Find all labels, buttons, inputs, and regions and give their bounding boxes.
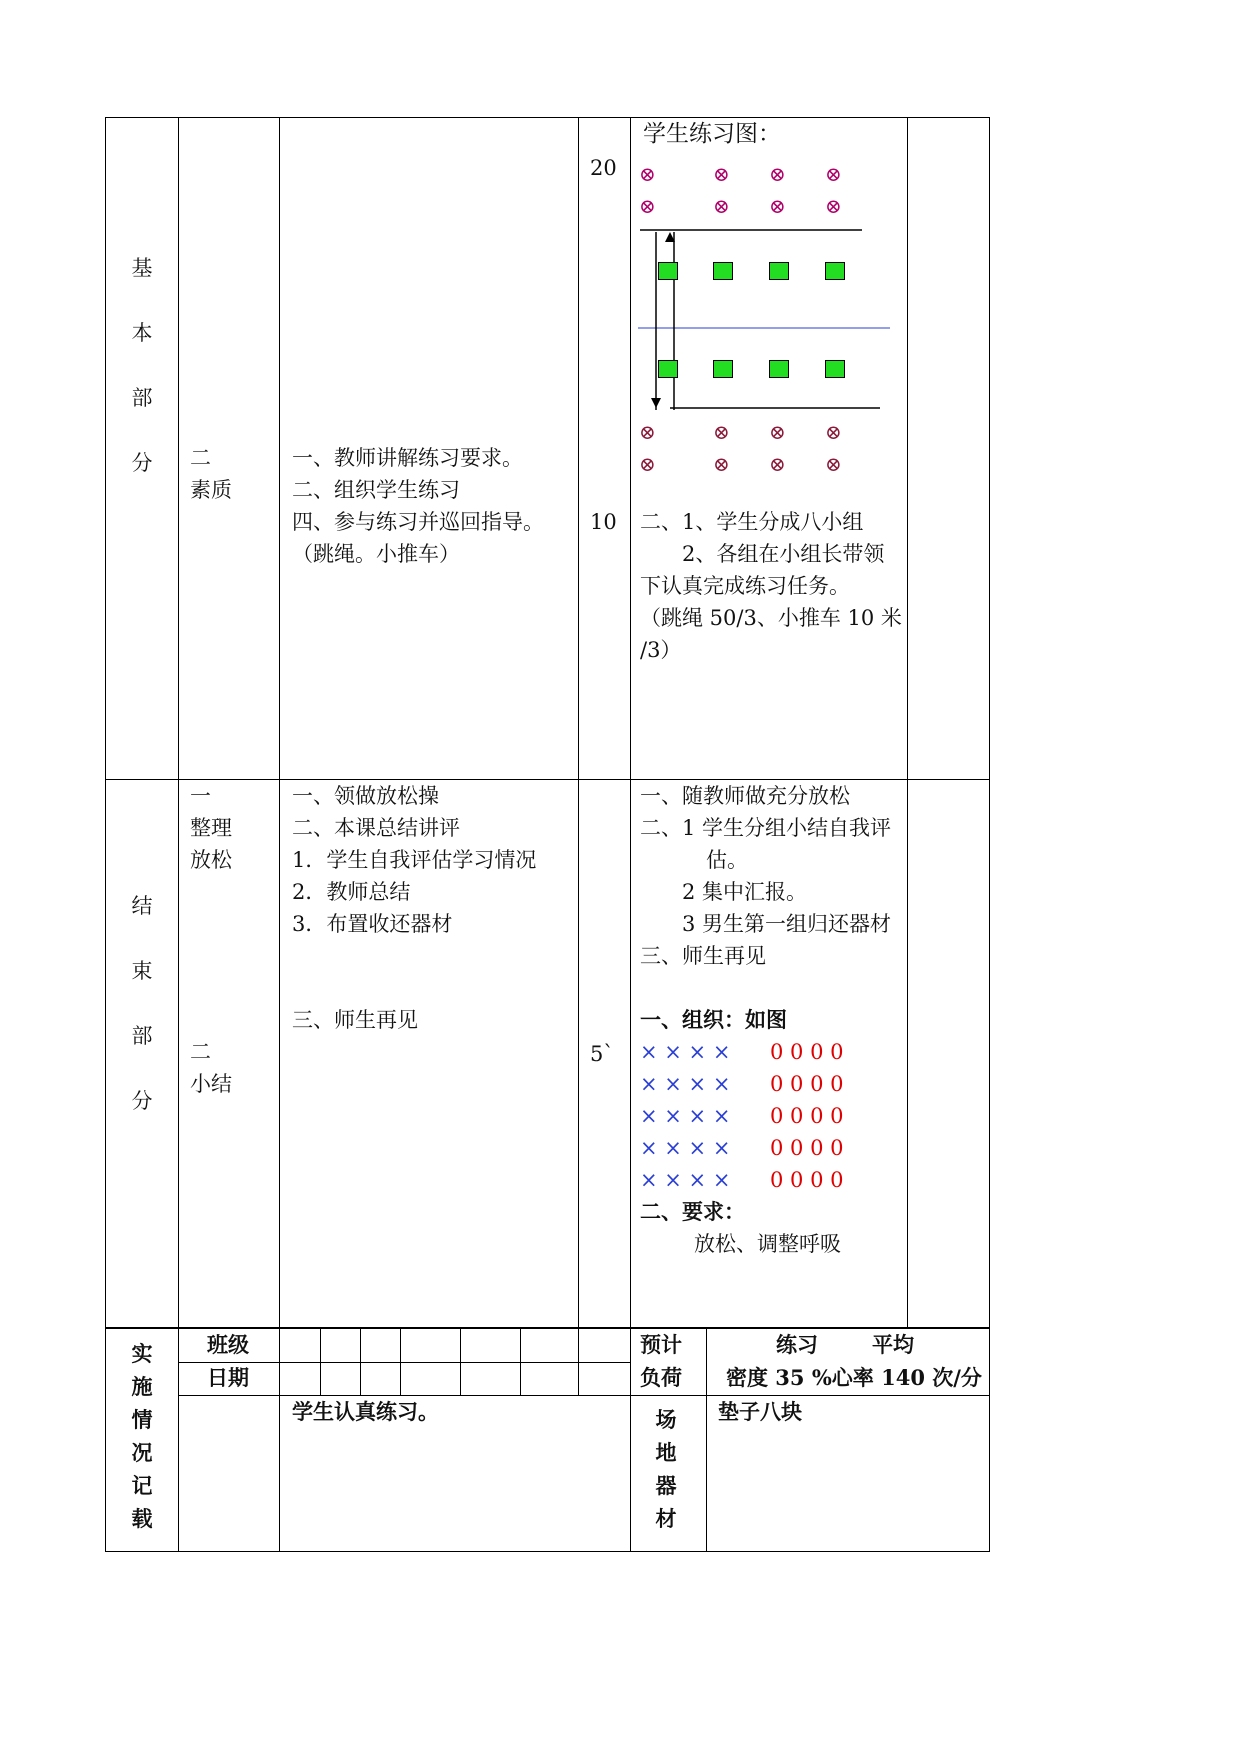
class-label: 班级 — [207, 1332, 249, 1357]
student-symbol: ⊗ — [639, 194, 656, 218]
diagram-lines — [630, 220, 890, 420]
cross-row: × × × × — [640, 1136, 731, 1160]
student-symbol: ⊗ — [639, 452, 656, 476]
date-label: 日期 — [207, 1365, 249, 1390]
basic-time-2: 10 — [590, 510, 617, 534]
record-note: 学生认真练习。 — [292, 1399, 439, 1424]
ending-time: 5` — [590, 1042, 614, 1066]
cross-row: × × × × — [640, 1104, 731, 1128]
student-symbol: ⊗ — [713, 452, 730, 476]
cross-row: × × × × — [640, 1168, 731, 1192]
student-symbol: ⊗ — [769, 194, 786, 218]
basic-item-title: 素质 — [190, 478, 232, 502]
circle-row: 0 0 0 0 — [770, 1072, 844, 1096]
formation-title: 一、组织：如图 — [640, 1007, 787, 1032]
student-symbol: ⊗ — [825, 194, 842, 218]
circle-row: 0 0 0 0 — [770, 1040, 844, 1064]
load-label-1: 预计 — [640, 1332, 682, 1357]
student-symbol: ⊗ — [769, 162, 786, 186]
basic-time-1: 20 — [590, 156, 617, 180]
student-symbol: ⊗ — [639, 162, 656, 186]
group-square — [713, 360, 733, 378]
venue-value: 垫子八块 — [718, 1399, 802, 1424]
section-label-basic: 基 本 部 分 — [131, 256, 153, 475]
basic-item-number: 二 — [190, 446, 211, 470]
load-practice: 练习 — [776, 1332, 818, 1357]
requirement-title: 二、要求： — [640, 1199, 745, 1224]
group-square — [825, 262, 845, 280]
diagram-title: 学生练习图： — [643, 121, 781, 147]
cross-row: × × × × — [640, 1072, 731, 1096]
circle-row: 0 0 0 0 — [770, 1136, 844, 1160]
student-symbol: ⊗ — [825, 420, 842, 444]
venue-label: 场 地 器 材 — [655, 1407, 677, 1531]
group-square — [769, 360, 789, 378]
group-square — [658, 360, 678, 378]
student-symbol: ⊗ — [713, 162, 730, 186]
student-symbol: ⊗ — [769, 420, 786, 444]
student-symbol: ⊗ — [825, 452, 842, 476]
group-square — [658, 262, 678, 280]
section-label-ending: 结 束 部 分 — [131, 894, 153, 1113]
requirement-text: 放松、调整呼吸 — [694, 1232, 841, 1256]
load-label-2: 负荷 — [640, 1365, 682, 1390]
record-label: 实 施 情 况 记 载 — [131, 1341, 153, 1531]
student-symbol: ⊗ — [639, 420, 656, 444]
load-value: 密度 35 %心率 140 次/分 — [726, 1365, 982, 1390]
group-square — [713, 262, 733, 280]
student-symbol: ⊗ — [713, 194, 730, 218]
circle-row: 0 0 0 0 — [770, 1168, 844, 1192]
cross-row: × × × × — [640, 1040, 731, 1064]
group-square — [825, 360, 845, 378]
group-square — [769, 262, 789, 280]
load-average: 平均 — [872, 1332, 914, 1357]
student-symbol: ⊗ — [825, 162, 842, 186]
circle-row: 0 0 0 0 — [770, 1104, 844, 1128]
student-symbol: ⊗ — [713, 420, 730, 444]
student-symbol: ⊗ — [769, 452, 786, 476]
